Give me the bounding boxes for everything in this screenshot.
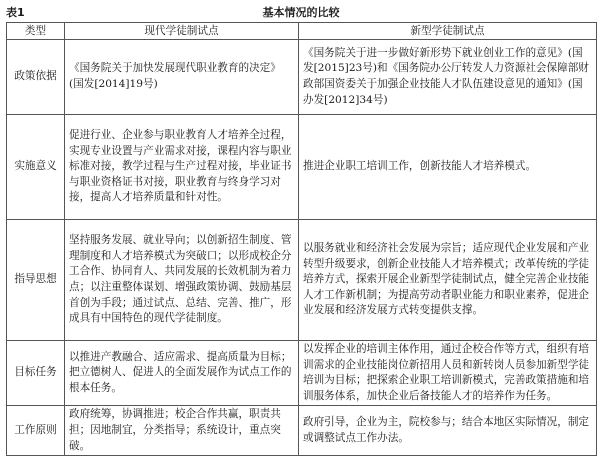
header-type: 类型 bbox=[7, 23, 65, 40]
table-number: 表1 bbox=[6, 6, 25, 19]
modern-cell: 《国务院关于加快发展现代职业教育的决定》(国发[2014]19号) bbox=[65, 40, 299, 115]
new-cell: 以服务就业和经济社会发展为宗旨；适应现代企业发展和产业转型升级要求，创新企业技能人才培养模式；改革传统的学徒培养方式，探索开展企业新型学徒制试点，健全完善企业技能人才工作新机制；为提高劳动者职业能力和职业素养，促进企业发展和经济发展方式转变提供支撑。 bbox=[299, 220, 597, 341]
header-modern-apprenticeship: 现代学徒制试点 bbox=[65, 23, 299, 40]
row-type-cell: 实施意义 bbox=[7, 115, 65, 220]
table-caption bbox=[6, 4, 596, 20]
row-type-cell: 政策依据 bbox=[7, 40, 65, 115]
new-cell: 《国务院关于进一步做好新形势下就业创业工作的意见》(国发[2015]23号)和《国务院办公厅转发人力资源社会保障部财政部国资委关于加强企业技能人才队伍建设意见的通知》(国办发[2012]34号) bbox=[299, 40, 597, 115]
row-type-cell: 指导思想 bbox=[7, 220, 65, 341]
new-cell: 以发挥企业的培训主体作用，通过企校合作等方式，组织有培训需求的企业技能岗位新招用人员和新转岗人员参加新型学徒培训为目标；把探索企业职工培训新模式，完善政策措施和培训服务体系，加快企业后备技能人才的培养作为任务。 bbox=[299, 341, 597, 406]
table-row bbox=[7, 115, 597, 220]
row-type-cell: 目标任务 bbox=[7, 341, 65, 406]
modern-cell: 政府统筹，协调推进；校企合作共赢，职责共担；因地制宜，分类指导；系统设计，重点突破。 bbox=[65, 406, 299, 456]
modern-cell: 以推进产教融合、适应需求、提高质量为目标；把立德树人、促进人的全面发展作为试点工作的根本任务。 bbox=[65, 341, 299, 406]
comparison-table bbox=[6, 22, 597, 456]
table-row bbox=[7, 220, 597, 341]
table-row bbox=[7, 40, 597, 115]
header-new-apprenticeship: 新型学徒制试点 bbox=[299, 23, 597, 40]
table-header-row bbox=[7, 23, 597, 40]
row-type-cell: 工作原则 bbox=[7, 406, 65, 456]
new-cell: 政府引导，企业为主，院校参与；结合本地区实际情况，制定或调整试点工作办法。 bbox=[299, 406, 597, 456]
table-title: 基本情况的比较 bbox=[262, 6, 340, 19]
modern-cell: 促进行业、企业参与职业教育人才培养全过程，实现专业设置与产业需求对接，课程内容与职业标准对接，教学过程与生产过程对接，毕业证书与职业资格证书对接，职业教育与终身学习对接，提高人才培养质量和针对性。 bbox=[65, 115, 299, 220]
new-cell: 推进企业职工培训工作，创新技能人才培养模式。 bbox=[299, 115, 597, 220]
modern-cell: 坚持服务发展、就业导向；以创新招生制度、管理制度和人才培养模式为突破口；以形成校企分工合作、协同育人、共同发展的长效机制为着力点；以注重整体谋划、增强政策协调、鼓励基层首创为手段；通过试点、总结、完善、推广，形成具有中国特色的现代学徒制度。 bbox=[65, 220, 299, 341]
table-row bbox=[7, 406, 597, 456]
table-row bbox=[7, 341, 597, 406]
